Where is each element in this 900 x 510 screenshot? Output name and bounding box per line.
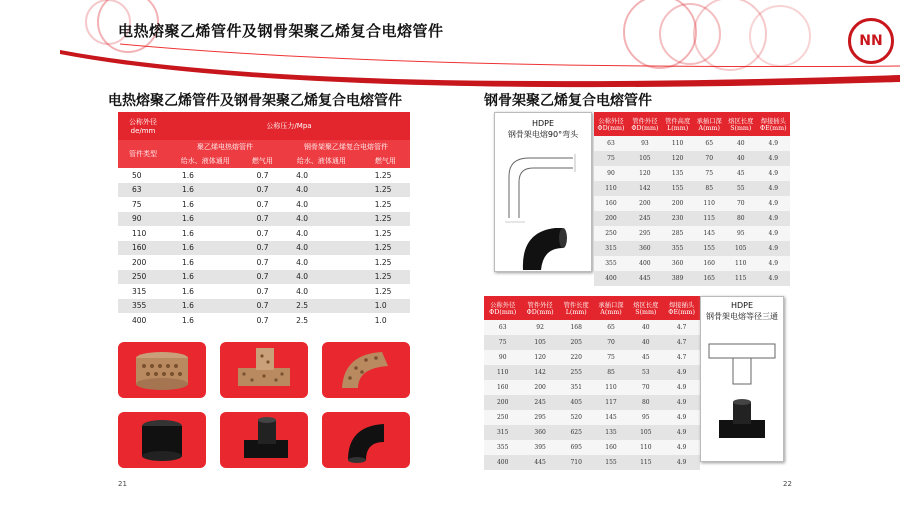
table-cell: 710 [559,455,594,470]
header-gas-2: 燃气用 [361,154,410,168]
table-cell: 110 [594,181,628,196]
table-cell: 4.9 [757,151,790,166]
table-cell: 315 [484,425,521,440]
table-cell: 55 [725,181,757,196]
table-row [118,226,410,241]
page-title: 电热熔聚乙烯管件及钢骨架聚乙烯复合电熔管件 [118,22,444,40]
table-row [118,284,410,299]
table-cell: 110 [594,380,629,395]
table-cell: 70 [594,335,629,350]
table-cell: 50 [118,168,168,183]
table-cell: 1.25 [361,212,410,227]
table-cell: 120 [662,151,694,166]
table-row [594,166,790,181]
table-cell: 4.9 [663,365,700,380]
table-row [594,226,790,241]
table-cell: 200 [521,380,558,395]
table-cell: 315 [594,241,628,256]
table-cell: 65 [594,320,629,335]
table-cell: 0.7 [243,168,282,183]
table-cell: 315 [118,284,168,299]
table-cell: 400 [484,455,521,470]
table-cell: 110 [484,365,521,380]
column-header: 熔区长度 S(mm) [725,112,757,136]
table-cell: 0.7 [243,212,282,227]
company-logo: NN [848,18,894,64]
table-cell: 155 [662,181,694,196]
table-cell: 1.0 [361,313,410,328]
table-cell: 360 [662,256,694,271]
column-header: 承插口深 A(mm) [594,296,629,320]
table-row [594,241,790,256]
table-row [484,350,700,365]
table-cell: 200 [484,395,521,410]
table-cell: 355 [118,299,168,314]
right-section-title: 钢骨架聚乙烯复合电熔管件 [484,93,652,109]
photo-steel-tee [220,342,308,398]
table-cell: 4.0 [282,284,361,299]
table-cell: 40 [628,335,663,350]
table-cell: 0.7 [243,284,282,299]
table-cell: 4.9 [663,440,700,455]
header-pe: 聚乙烯电热熔管件 [168,140,282,154]
table-cell: 135 [662,166,694,181]
table-cell: 230 [662,211,694,226]
left-section-title: 电热熔聚乙烯管件及钢骨架聚乙烯复合电熔管件 [108,93,402,109]
column-header: 承插口深 A(mm) [693,112,725,136]
table-cell: 70 [725,196,757,211]
table-cell: 40 [725,151,757,166]
table-cell: 4.9 [663,455,700,470]
table-cell: 250 [484,410,521,425]
table-cell: 0.7 [243,183,282,198]
table-cell: 4.9 [757,166,790,181]
photo-pe-tee [220,412,308,468]
table-cell: 4.0 [282,241,361,256]
table-cell: 520 [559,410,594,425]
table-cell: 1.6 [168,241,243,256]
table-cell: 4.9 [757,256,790,271]
table-cell: 1.6 [168,270,243,285]
table-cell: 93 [628,136,662,151]
table-cell: 160 [484,380,521,395]
table-row [484,365,700,380]
table-cell: 160 [118,241,168,256]
table-cell: 405 [559,395,594,410]
table-cell: 4.0 [282,183,361,198]
table-cell: 80 [725,211,757,226]
table-row [484,410,700,425]
table-cell: 4.0 [282,197,361,212]
table-row [484,335,700,350]
table-cell: 2.5 [282,313,361,328]
header-gas-1: 燃气用 [243,154,282,168]
table-cell: 295 [521,410,558,425]
table-cell: 40 [628,320,663,335]
table-row [118,255,410,270]
table-cell: 355 [484,440,521,455]
table-cell: 4.9 [757,181,790,196]
table-cell: 145 [693,226,725,241]
table-cell: 400 [594,271,628,286]
table-row [484,425,700,440]
table-cell: 45 [725,166,757,181]
table-cell: 40 [725,136,757,151]
table-row [118,241,410,256]
table-cell: 142 [628,181,662,196]
table-cell: 4.9 [757,196,790,211]
photo-steel-elbow [322,342,410,398]
table-cell: 75 [594,151,628,166]
table-cell: 1.25 [361,270,410,285]
table-cell: 1.6 [168,212,243,227]
table-cell: 70 [693,151,725,166]
tee-drawing [701,322,783,462]
table-cell: 1.6 [168,197,243,212]
table-cell: 155 [594,455,629,470]
table-cell: 1.6 [168,299,243,314]
table-cell: 0.7 [243,270,282,285]
table-cell: 445 [628,271,662,286]
photo-pe-coupler [118,412,206,468]
table-cell: 4.7 [663,335,700,350]
table-row [594,181,790,196]
table-cell: 1.25 [361,255,410,270]
table-row [484,455,700,470]
table-cell: 90 [118,212,168,227]
table-cell: 45 [628,350,663,365]
table-row [484,440,700,455]
column-header: 管件高度 L(mm) [662,112,694,136]
table-cell: 117 [594,395,629,410]
table-row [118,212,410,227]
table-cell: 389 [662,271,694,286]
table-row [594,136,790,151]
table-cell: 110 [725,256,757,271]
table-cell: 53 [628,365,663,380]
table-cell: 105 [628,425,663,440]
table-cell: 625 [559,425,594,440]
table-cell: 4.7 [663,320,700,335]
table-cell: 0.7 [243,313,282,328]
table-cell: 63 [484,320,521,335]
table-cell: 1.25 [361,183,410,198]
table-row [118,270,410,285]
table-cell: 105 [628,151,662,166]
table-cell: 2.5 [282,299,361,314]
table-cell: 115 [628,455,663,470]
table-cell: 120 [628,166,662,181]
column-header: 管件外径 ΦD(mm) [521,296,558,320]
table-cell: 1.6 [168,313,243,328]
table-cell: 1.0 [361,299,410,314]
page-number-right: 22 [783,480,792,488]
table-cell: 95 [628,410,663,425]
elbow-card-line2: 钢骨架电熔90°弯头 [507,130,579,139]
table-cell: 75 [118,197,168,212]
table-cell: 160 [594,440,629,455]
table-row [484,380,700,395]
table-cell: 110 [662,136,694,151]
table-cell: 115 [725,271,757,286]
header-dn: 公称外径 de/mm [118,112,168,140]
table-cell: 155 [693,241,725,256]
table-cell: 142 [521,365,558,380]
table-cell: 4.9 [663,380,700,395]
table-cell: 4.0 [282,226,361,241]
page-number-left: 21 [118,480,127,488]
table-cell: 355 [594,256,628,271]
elbow-card [494,112,592,272]
table-cell: 360 [628,241,662,256]
table-row [118,197,410,212]
table-cell: 75 [484,335,521,350]
table-row [484,320,700,335]
table-cell: 200 [594,211,628,226]
table-cell: 63 [118,183,168,198]
header-steel: 钢骨架聚乙烯复合电熔管件 [282,140,410,154]
table-cell: 255 [559,365,594,380]
elbow-drawing [495,140,591,270]
table-cell: 1.6 [168,226,243,241]
table-cell: 4.9 [663,395,700,410]
table-cell: 200 [662,196,694,211]
table-cell: 4.9 [757,241,790,256]
elbow-spec-table [594,112,790,286]
table-cell: 70 [628,380,663,395]
table-cell: 105 [521,335,558,350]
table-row [594,151,790,166]
table-cell: 4.0 [282,270,361,285]
table-cell: 0.7 [243,197,282,212]
table-cell: 1.25 [361,226,410,241]
table-cell: 695 [559,440,594,455]
table-row [118,299,410,314]
table-cell: 4.7 [663,350,700,365]
table-cell: 65 [693,136,725,151]
tee-spec-table [484,296,700,470]
table-cell: 4.0 [282,255,361,270]
table-cell: 1.25 [361,168,410,183]
table-cell: 168 [559,320,594,335]
table-cell: 4.9 [757,271,790,286]
table-cell: 355 [662,241,694,256]
table-cell: 1.25 [361,197,410,212]
header-pressure: 公称压力/Mpa [168,112,410,140]
table-cell: 110 [693,196,725,211]
table-cell: 220 [559,350,594,365]
table-row [118,313,410,328]
table-cell: 92 [521,320,558,335]
table-cell: 285 [662,226,694,241]
table-cell: 80 [628,395,663,410]
table-cell: 400 [628,256,662,271]
table-cell: 0.7 [243,226,282,241]
product-photos [118,342,410,472]
table-row [594,211,790,226]
table-cell: 90 [594,166,628,181]
table-cell: 90 [484,350,521,365]
table-cell: 245 [628,211,662,226]
table-cell: 250 [594,226,628,241]
column-header: 焊接插头 ΦE(mm) [663,296,700,320]
table-cell: 110 [118,226,168,241]
table-row [484,395,700,410]
table-cell: 400 [118,313,168,328]
photo-steel-coupler [118,342,206,398]
table-cell: 1.25 [361,241,410,256]
table-cell: 95 [725,226,757,241]
table-cell: 4.9 [663,410,700,425]
table-cell: 75 [693,166,725,181]
table-cell: 200 [628,196,662,211]
table-cell: 351 [559,380,594,395]
table-cell: 165 [693,271,725,286]
header-water-1: 给水、液体通用 [168,154,243,168]
table-row [118,168,410,183]
tee-card-line1: HDPE [730,301,754,310]
table-row [594,271,790,286]
table-cell: 85 [693,181,725,196]
table-cell: 4.0 [282,168,361,183]
table-cell: 445 [521,455,558,470]
header-water-2: 给水、液体通用 [282,154,361,168]
table-cell: 63 [594,136,628,151]
tee-card [700,296,784,462]
table-cell: 105 [725,241,757,256]
table-cell: 4.9 [757,211,790,226]
table-row [594,256,790,271]
table-cell: 1.6 [168,284,243,299]
table-cell: 160 [693,256,725,271]
table-cell: 145 [594,410,629,425]
table-cell: 135 [594,425,629,440]
table-cell: 110 [628,440,663,455]
table-cell: 0.7 [243,255,282,270]
table-cell: 115 [693,211,725,226]
column-header: 焊接插头 ΦE(mm) [757,112,790,136]
elbow-card-line1: HDPE [531,119,555,128]
column-header: 公称外径 ΦD(mm) [484,296,521,320]
table-cell: 395 [521,440,558,455]
table-cell: 1.6 [168,183,243,198]
table-cell: 245 [521,395,558,410]
table-cell: 0.7 [243,299,282,314]
table-cell: 85 [594,365,629,380]
table-cell: 1.6 [168,168,243,183]
table-cell: 4.0 [282,212,361,227]
photo-pe-elbow [322,412,410,468]
column-header: 公称外径 ΦD(mm) [594,112,628,136]
table-cell: 160 [594,196,628,211]
table-cell: 360 [521,425,558,440]
table-cell: 0.7 [243,241,282,256]
table-cell: 4.9 [757,136,790,151]
table-cell: 1.25 [361,284,410,299]
header-type: 管件类型 [118,140,168,168]
table-cell: 4.9 [663,425,700,440]
table-cell: 205 [559,335,594,350]
column-header: 熔区长度 S(mm) [628,296,663,320]
table-row [594,196,790,211]
column-header: 管件长度 L(mm) [559,296,594,320]
table-cell: 4.9 [757,226,790,241]
table-row [118,183,410,198]
table-cell: 295 [628,226,662,241]
header-swoosh [0,0,900,90]
table-cell: 1.6 [168,255,243,270]
column-header: 管件外径 ΦD(mm) [628,112,662,136]
table-cell: 200 [118,255,168,270]
pressure-table [118,112,410,328]
table-cell: 250 [118,270,168,285]
table-cell: 120 [521,350,558,365]
table-cell: 75 [594,350,629,365]
tee-card-line2: 钢骨架电熔等径三通 [706,312,778,321]
